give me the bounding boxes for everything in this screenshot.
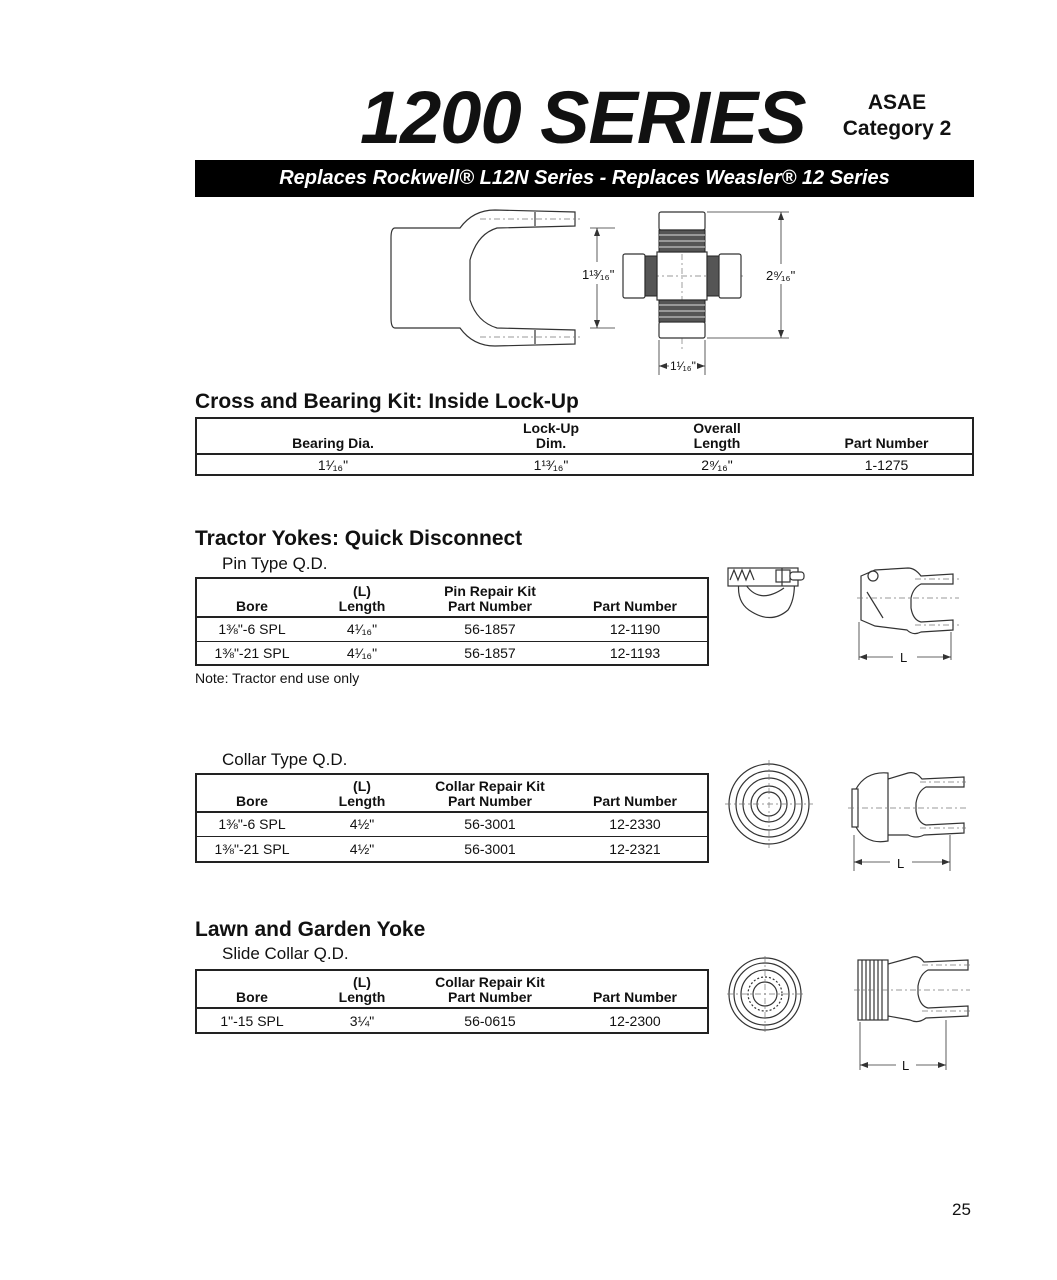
cell: 3¼" xyxy=(349,1012,375,1029)
cell: 12-2321 xyxy=(609,840,661,857)
col-part-number: Part Number xyxy=(592,793,678,809)
pin-type-side-view xyxy=(853,562,963,665)
slide-collar-end-view xyxy=(727,956,807,1036)
col-bearing-dia: Bearing Dia. xyxy=(292,435,374,451)
collar-type-end-view xyxy=(725,760,815,850)
asae-category xyxy=(838,90,956,142)
cross-bearing-title: Cross and Bearing Kit: Inside Lock-Up xyxy=(195,390,579,413)
cell: 1-1275 xyxy=(864,456,909,473)
col-repair-kit: Pin Repair Kit Part Number xyxy=(444,583,536,614)
col-bore: Bore xyxy=(236,793,268,809)
collar-type-table xyxy=(195,773,709,863)
collar-type-side-view xyxy=(846,765,966,875)
cell: 56-0615 xyxy=(464,1012,516,1029)
col-length: (L) Length xyxy=(338,583,386,614)
lawn-garden-table xyxy=(195,969,709,1034)
cell: 1⅜"-6 SPL xyxy=(218,816,286,833)
slide-l-label: L xyxy=(902,1058,910,1073)
cell: 4½" xyxy=(349,840,375,857)
page-number: 25 xyxy=(952,1200,971,1219)
category-label: Category 2 xyxy=(842,117,952,140)
collar-type-subtitle: Collar Type Q.D. xyxy=(222,750,348,769)
replaces-banner: Replaces Rockwell® L12N Series - Replaces Weasler® 12 Series xyxy=(195,160,974,197)
slide-collar-side-view xyxy=(850,948,970,1073)
cell: 1¹⁄₁₆" xyxy=(317,456,349,473)
cross-bearing-diagram xyxy=(385,200,825,385)
cell: 1¹³⁄₁₆" xyxy=(533,456,569,473)
cell: 4¹⁄₁₆" xyxy=(346,621,378,638)
pin-type-table xyxy=(195,577,709,666)
cell: 1"-15 SPL xyxy=(220,1012,284,1029)
bearing-dia-label: 1¹⁄₁₆" xyxy=(670,359,696,373)
col-overall-length: Overall Length xyxy=(693,420,741,451)
col-repair-kit: Collar Repair Kit Part Number xyxy=(435,974,545,1005)
pin-l-label: L xyxy=(900,650,908,665)
col-part-number: Part Number xyxy=(592,989,678,1005)
series-title: 1200 SERIES xyxy=(360,76,806,159)
table-row xyxy=(196,1008,708,1033)
cell: 4½" xyxy=(349,816,375,833)
col-bore: Bore xyxy=(236,598,268,614)
cell: 12-1193 xyxy=(609,644,661,661)
cell: 2⁹⁄₁₆" xyxy=(701,456,733,473)
cell: 12-2300 xyxy=(609,1012,661,1029)
cell: 1⅜"-21 SPL xyxy=(214,644,290,661)
collar-l-label: L xyxy=(897,856,905,871)
col-length: (L) Length xyxy=(338,778,386,809)
cell: 12-2330 xyxy=(609,816,661,833)
pin-type-end-view xyxy=(722,562,812,622)
cell: 1⅜"-6 SPL xyxy=(218,621,286,638)
cell: 1⅜"-21 SPL xyxy=(214,840,290,857)
lawn-garden-title: Lawn and Garden Yoke xyxy=(195,918,426,941)
tractor-yokes-title: Tractor Yokes: Quick Disconnect xyxy=(195,527,523,550)
col-length: (L) Length xyxy=(338,974,386,1005)
col-part-number: Part Number xyxy=(592,598,678,614)
cell: 56-3001 xyxy=(464,840,516,857)
col-repair-kit: Collar Repair Kit Part Number xyxy=(435,778,545,809)
col-bore: Bore xyxy=(236,989,268,1005)
lockup-dim-label: 1¹³⁄₁₆" xyxy=(582,267,615,282)
cell: 56-1857 xyxy=(464,621,516,638)
table-row xyxy=(196,617,708,641)
cell: 12-1190 xyxy=(609,621,661,638)
overall-length-label: 2⁹⁄₁₆" xyxy=(766,268,796,283)
table-row xyxy=(196,812,708,836)
cross-bearing-table xyxy=(195,417,974,476)
asae-label: ASAE xyxy=(867,91,927,114)
table-row xyxy=(196,836,708,862)
col-lockup-dim: Lock-Up Dim. xyxy=(523,420,579,451)
slide-collar-subtitle: Slide Collar Q.D. xyxy=(222,944,349,963)
tractor-note: Note: Tractor end use only xyxy=(195,670,360,686)
col-part-number: Part Number xyxy=(844,435,929,451)
table-row xyxy=(196,641,708,665)
cell: 56-1857 xyxy=(464,644,516,661)
cell: 4¹⁄₁₆" xyxy=(346,644,378,661)
cell: 56-3001 xyxy=(464,816,516,833)
pin-type-subtitle: Pin Type Q.D. xyxy=(222,554,328,573)
table-row xyxy=(196,454,973,475)
